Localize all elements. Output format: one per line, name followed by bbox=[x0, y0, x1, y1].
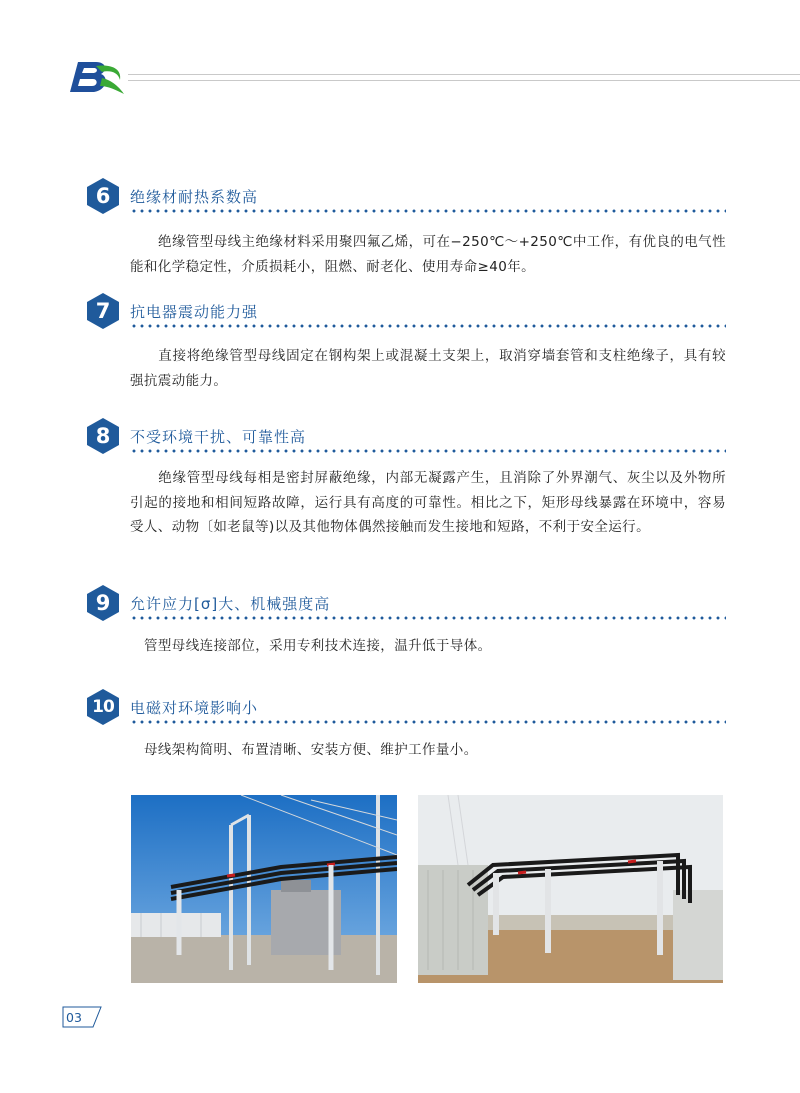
dotted-divider bbox=[130, 616, 726, 620]
paragraph-text: 绝缘管型母线每相是密封屏蔽绝缘，内部无凝露产生，且消除了外界潮气、灰尘以及外物所引起的接地和相间短路故障，运行具有高度的可靠性。相比之下，矩形母线暴露在环境中，容易受人、动物〔如老鼠等)以及其他物体偶然接触而发生接地和短路，不利于安全运行。 bbox=[130, 470, 726, 535]
section-title: 不受环境干扰、可靠性高 bbox=[130, 428, 307, 446]
hexagon-number-badge-icon bbox=[86, 292, 120, 330]
section-number: 7 bbox=[95, 299, 111, 323]
company-logo bbox=[66, 58, 126, 98]
substation-photo-left bbox=[131, 795, 397, 983]
section-9-paragraph bbox=[130, 634, 726, 659]
header-rule bbox=[128, 74, 800, 75]
section-number: 9 bbox=[95, 591, 111, 615]
paragraph-text: 管型母线连接部位，采用专利技术连接，温升低于导体。 bbox=[144, 638, 492, 654]
section-title: 允许应力[σ]大、机械强度高 bbox=[130, 595, 331, 613]
section-number: 8 bbox=[95, 424, 111, 448]
dotted-divider bbox=[130, 209, 726, 213]
section-title: 绝缘材耐热系数高 bbox=[130, 188, 259, 206]
hexagon-number-badge-icon bbox=[86, 584, 120, 622]
header-rule bbox=[128, 80, 800, 81]
section-10-paragraph bbox=[130, 738, 726, 763]
dotted-divider bbox=[130, 449, 726, 453]
section-number: 6 bbox=[95, 184, 111, 208]
section-8-paragraph bbox=[130, 466, 726, 540]
section-6-paragraph bbox=[130, 230, 726, 279]
hexagon-number-badge-icon bbox=[86, 688, 120, 726]
hexagon-number-badge-icon bbox=[86, 417, 120, 455]
hexagon-number-badge-icon bbox=[86, 177, 120, 215]
dotted-divider bbox=[130, 324, 726, 328]
paragraph-text: 母线架构简明、布置清晰、安装方便、维护工作量小。 bbox=[144, 742, 478, 758]
page-number: 03 bbox=[66, 1010, 82, 1025]
section-title: 电磁对环境影响小 bbox=[130, 699, 259, 717]
dotted-divider bbox=[130, 720, 726, 724]
section-number: 10 bbox=[92, 697, 114, 717]
section-7-paragraph bbox=[130, 344, 726, 393]
section-title: 抗电器震动能力强 bbox=[130, 303, 259, 321]
paragraph-text: 绝缘管型母线主绝缘材料采用聚四氟乙烯，可在−250℃～+250℃中工作，有优良的电气性能和化学稳定性，介质损耗小，阻燃、耐老化、使用寿命≥40年。 bbox=[130, 234, 726, 275]
paragraph-text: 直接将绝缘管型母线固定在钢构架上或混凝土支架上，取消穿墙套管和支柱绝缘子，具有较强抗震动能力。 bbox=[130, 348, 726, 389]
substation-photo-right bbox=[418, 795, 723, 983]
